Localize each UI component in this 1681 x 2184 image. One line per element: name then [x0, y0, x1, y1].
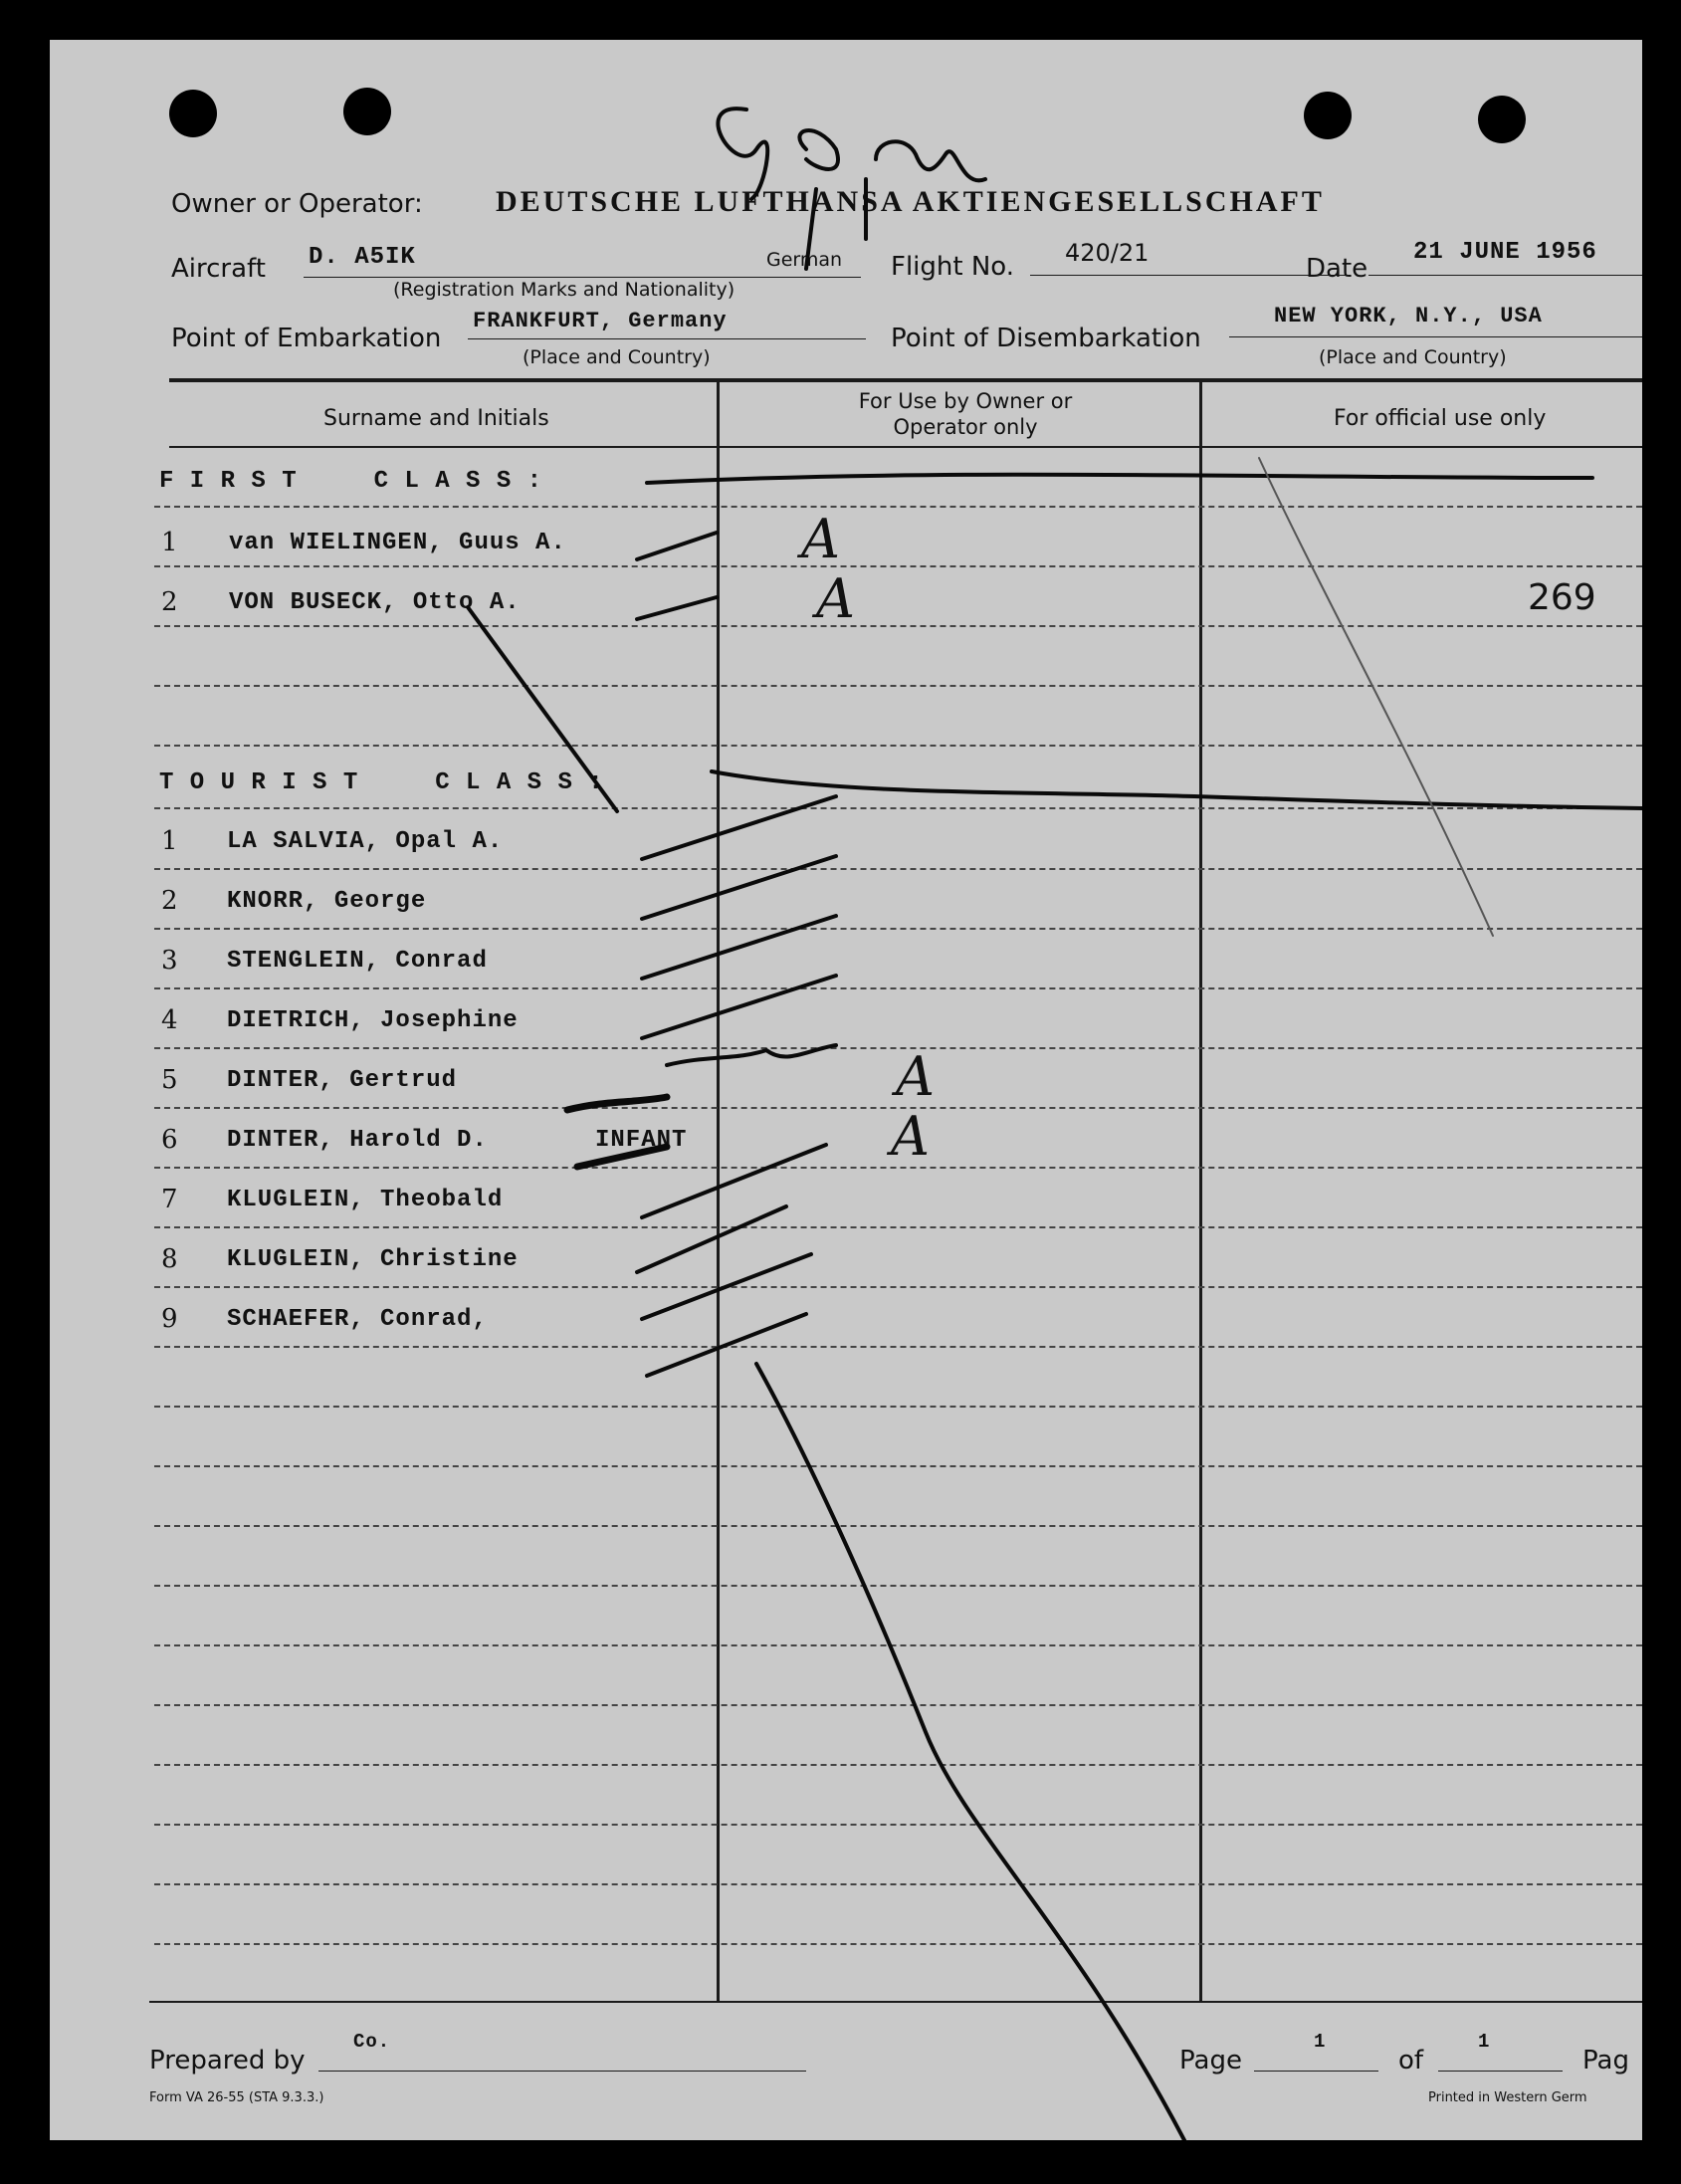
handwritten-marks — [50, 40, 1642, 2140]
tick-mark — [647, 1314, 806, 1376]
passenger-name: DIETRICH, Josephine — [227, 1007, 519, 1034]
disembark-value: NEW YORK, N.Y., USA — [1274, 304, 1543, 328]
long-diagonal-stroke — [756, 1364, 1184, 2140]
tick-mark — [642, 976, 836, 1038]
official-number: 269 — [1528, 577, 1596, 618]
passenger-name: KLUGLEIN, Theobald — [227, 1187, 504, 1213]
owner-label: Owner or Operator: — [171, 189, 423, 219]
page-label: Page — [1179, 2046, 1242, 2075]
owner-value: DEUTSCHE LUFTHANSA AKTIENGESELLSCHAFT — [496, 185, 1325, 218]
flight-value: 420/21 — [1065, 239, 1150, 267]
tick-mark — [637, 597, 717, 619]
passenger-number: 2 — [161, 886, 178, 916]
passenger-name: KNORR, George — [227, 888, 427, 915]
passenger-number: 1 — [161, 528, 178, 557]
of-value: 1 — [1478, 2031, 1491, 2053]
page-value: 1 — [1314, 2031, 1327, 2053]
passenger-number: 6 — [161, 1125, 178, 1155]
owner-mark: A — [801, 508, 840, 570]
date-label: Date — [1306, 254, 1368, 284]
passenger-number: 5 — [161, 1065, 178, 1095]
embark-caption: (Place and Country) — [523, 346, 711, 368]
tick-mark — [567, 1097, 667, 1110]
passenger-number: 2 — [161, 587, 178, 617]
passenger-name: STENGLEIN, Conrad — [227, 948, 488, 975]
passenger-name: KLUGLEIN, Christine — [227, 1246, 519, 1273]
disembark-caption: (Place and Country) — [1319, 346, 1507, 368]
tick-mark — [642, 1145, 826, 1217]
passenger-name: DINTER, Harold D. — [227, 1127, 488, 1154]
passenger-name: LA SALVIA, Opal A. — [227, 828, 504, 855]
tick-mark — [637, 1206, 786, 1272]
passenger-name: van WIELINGEN, Guus A. — [229, 530, 566, 556]
passenger-note: INFANT — [595, 1127, 688, 1154]
tick-mark — [667, 1045, 836, 1065]
pages-label: Pag — [1582, 2046, 1629, 2075]
flight-label: Flight No. — [891, 252, 1015, 282]
form-id: Form VA 26-55 (STA 9.3.3.) — [149, 2090, 324, 2105]
owner-mark: A — [816, 567, 855, 630]
passenger-name: SCHAEFER, Conrad, — [227, 1306, 488, 1333]
column-header-owner: For Use by Owner or Operator only — [858, 389, 1073, 439]
aircraft-value: D. A5IK — [309, 244, 416, 271]
prepared-label: Prepared by — [149, 2046, 306, 2075]
printed-note: Printed in Western Germ — [1428, 2090, 1587, 2105]
column-header-surname: Surname and Initials — [323, 406, 549, 431]
owner-mark: A — [896, 1045, 935, 1108]
passenger-number: 3 — [161, 946, 178, 976]
manifest-sheet — [50, 40, 1642, 2140]
handwritten-signature — [718, 109, 985, 269]
passenger-number: 4 — [161, 1005, 178, 1035]
of-underline — [1438, 2071, 1563, 2072]
passenger-number: 1 — [161, 826, 178, 856]
passenger-number: 8 — [161, 1244, 178, 1274]
prepared-value: Co. — [353, 2031, 391, 2053]
passenger-name: DINTER, Gertrud — [227, 1067, 458, 1094]
passenger-name: VON BUSECK, Otto A. — [229, 589, 521, 616]
tick-mark — [577, 1147, 667, 1167]
passenger-number: 9 — [161, 1304, 178, 1334]
aircraft-caption: (Registration Marks and Nationality) — [393, 279, 735, 301]
prepared-underline — [318, 2071, 806, 2072]
tick-mark — [642, 916, 836, 979]
column-header-official: For official use only — [1334, 406, 1547, 431]
aircraft-nationality: German — [766, 249, 843, 271]
of-label: of — [1398, 2046, 1424, 2075]
embark-value: FRANKFURT, Germany — [473, 309, 728, 333]
disembark-label: Point of Disembarkation — [891, 324, 1201, 353]
strike-first-class — [647, 475, 1592, 483]
section-first-class: F I R S T C L A S S : — [159, 468, 543, 495]
diagonal-stroke — [468, 607, 617, 811]
pencil-diagonal — [1259, 458, 1493, 936]
section-tourist-class: T O U R I S T C L A S S : — [159, 769, 604, 796]
tick-mark — [637, 533, 717, 559]
aircraft-label: Aircraft — [171, 254, 266, 284]
strike-tourist-class — [712, 771, 1642, 808]
tick-mark — [642, 1254, 811, 1319]
tick-mark — [642, 796, 836, 859]
owner-mark: A — [891, 1105, 930, 1168]
embark-label: Point of Embarkation — [171, 324, 442, 353]
page-underline — [1254, 2071, 1378, 2072]
tick-mark — [642, 856, 836, 919]
date-value: 21 JUNE 1956 — [1413, 239, 1597, 266]
passenger-number: 7 — [161, 1185, 178, 1214]
